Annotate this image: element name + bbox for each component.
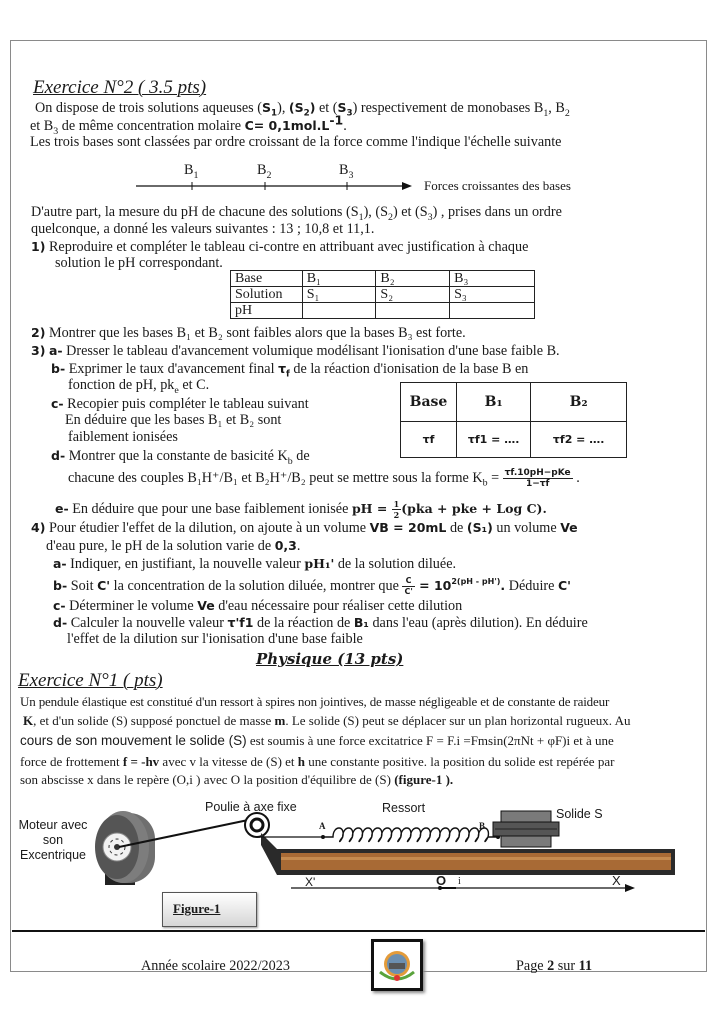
table-cell: τf xyxy=(401,422,457,458)
table-cell xyxy=(302,303,376,319)
exercise-2-title: Exercice N°2 ( 3.5 pts) xyxy=(33,77,207,98)
table-cell: τf1 = …. xyxy=(456,422,530,458)
x-axis-arrowhead xyxy=(625,884,635,892)
question-3d-line-2: chacune des couples B₁H⁺/B₁ et B₂H⁺/B₂ peut se mettre sous la forme $K_b$ = $\frac{\text{τf.10pH−pKe}}{1-\tau f}$ . xyxy=(68,468,580,489)
axis-right-label: X xyxy=(612,873,621,888)
question-1-line-1: 1) Reproduire et compléter le tableau ci-contre en attribuant avec justification à chaque xyxy=(31,239,529,255)
question-4b: b- Soit C' la concentration de la solution diluée, montrer que $\frac{C}{C'}$ = $10^{2(pH - pH')}$. Déduire C' xyxy=(53,576,571,596)
table-cell: S₁ xyxy=(302,287,376,303)
motor-icon xyxy=(95,811,155,885)
pulley-label: Poulie à axe fixe xyxy=(205,800,297,814)
scale-axis-label: Forces croissantes des bases xyxy=(424,178,571,193)
table-cell-header: B₂ xyxy=(531,383,627,422)
spring-label: Ressort xyxy=(382,801,426,815)
question-4c: c- Déterminer le volume Ve d'eau nécessaire pour réaliser cette dilution xyxy=(53,598,463,614)
ph-paragraph-line-2: quelconque, a donné les valeurs suivantes : 13 ; 10,8 et 11,1. xyxy=(31,221,375,237)
intro-line-2: et $B_3$ de même concentration molaire $C= 0,1mol.L^{-1}$. xyxy=(30,112,347,137)
axis-unit-label: i xyxy=(458,876,461,887)
table-cell-header: Base xyxy=(231,271,303,287)
exercise-1-title: Exercice N°1 ( pts) xyxy=(18,670,163,691)
axis-left-label: X' xyxy=(305,875,316,889)
question-4a: a- Indiquer, en justifiant, la nouvelle valeur pH₁' de la solution diluée. xyxy=(53,556,457,572)
axis-origin-label: O xyxy=(436,873,447,888)
question-3d-line-1: d- Montrer que la constante de basicité $K_b$ de xyxy=(51,448,310,467)
motor-label: Moteur avec son Excentrique xyxy=(18,818,88,862)
spring-icon xyxy=(325,828,498,842)
school-logo xyxy=(371,939,423,991)
question-3e: e- En déduire que pour une base faiblement ionisée pH = $\frac{1}{2}$ (pka + pke + Log C). xyxy=(55,499,547,520)
point-b-label: B xyxy=(479,821,486,831)
intro-line-1: On dispose de trois solutions aqueuses $(S_1)$, $(S_2)$ et $(S_3)$ respectivement de monobases $B_1$, $B_2$ xyxy=(35,100,570,119)
table-row xyxy=(401,383,627,422)
force-scale-axis xyxy=(130,160,420,196)
school-logo-icon xyxy=(374,942,420,988)
ph-table xyxy=(230,270,535,319)
figure-caption: Figure-1 xyxy=(173,901,221,916)
table-cell: S₂ xyxy=(376,287,450,303)
physique-paragraph-line-1: Un pendule élastique est constitué d'un ressort à spires non jointives, de masse négligeable et de constante de raideur xyxy=(20,694,610,709)
table-cell: τf2 = …. xyxy=(531,422,627,458)
solid-label: Solide S xyxy=(556,807,603,821)
table-row xyxy=(231,303,535,319)
physique-section-title: Physique (13 pts) xyxy=(256,650,404,668)
table-row xyxy=(401,422,627,458)
footer-divider xyxy=(12,930,705,932)
question-3a: 3) a- Dresser le tableau d'avancement volumique modélisant l'ionisation d'une base faible B. xyxy=(31,343,560,359)
question-4-line-2: d'eau pure, le pH de la solution varie de 0,3. xyxy=(46,538,301,554)
question-2: 2) Montrer que les bases B₁ et B₂ sont faibles alors que la bases B₃ est forte. xyxy=(31,325,466,341)
kb-formula: $\frac{\text{τf.10pH−pKe}}{1-\tau f}$ xyxy=(504,468,571,489)
table-cell-header: Base xyxy=(401,383,457,422)
wooden-plane xyxy=(281,853,671,870)
point-a xyxy=(321,835,325,839)
question-1-line-2: solution le pH correspondant. xyxy=(55,255,223,271)
table-cell: B₃ xyxy=(450,271,535,287)
table-cell-header: pH xyxy=(231,303,303,319)
question-3b-line-1: b- Exprimer le taux d'avancement final $\tau_f$ de la réaction d'ionisation de la base B en xyxy=(51,361,529,380)
table-cell: B₂ xyxy=(376,271,450,287)
table-cell-header: B₁ xyxy=(456,383,530,422)
question-3c-line-2: En déduire que les bases B₁ et B₂ sont xyxy=(65,412,282,428)
scale-label-b2: $B_2$ xyxy=(257,162,272,181)
table-cell xyxy=(376,303,450,319)
question-3b-line-2: fonction de pH, $pk_e$ et C. xyxy=(68,377,210,396)
physique-paragraph-line-5: son abscisse x dans le repère (O,i ) avec O la position d'équilibre de (S) (figure-1 ). xyxy=(20,772,454,787)
question-4d-line-2: l'effet de la dilution sur l'ionisation d'une base faible xyxy=(67,631,363,647)
table-cell-header: Solution xyxy=(231,287,303,303)
point-a-label: A xyxy=(319,821,326,831)
table-row xyxy=(231,271,535,287)
scale-arrowhead xyxy=(402,182,412,190)
ionisation-rate-table xyxy=(400,382,627,458)
table-cell: S₃ xyxy=(450,287,535,303)
physique-paragraph-line-3: cours de son mouvement le solide (S) est soumis à une force excitatrice F = F.i =Fmsin(2πNt + φF)i et à une xyxy=(20,733,614,748)
physique-paragraph-line-4: force de frottement f = -hv avec v la vitesse de (S) et h une constante positive. la position du solide est repérée par xyxy=(20,754,615,769)
question-3c-line-1: c- Recopier puis compléter le tableau suivant xyxy=(51,396,309,412)
ph-paragraph-line-1: D'autre part, la mesure du pH de chacune des solutions $(S_1)$, $(S_2)$ et $(S_3)$ , prises dans un ordre xyxy=(31,204,562,223)
question-3c-line-3: faiblement ionisées xyxy=(68,429,178,445)
question-4-line-1: 4) Pour étudier l'effet de la dilution, on ajoute à un volume VB = 20mL de (S₁) un volume Ve xyxy=(31,520,578,536)
scale-label-b3: $B_3$ xyxy=(339,162,354,181)
physique-paragraph-line-2: K, et d'un solide (S) supposé ponctuel de masse m. Le solide (S) peut se déplacer sur un plan horizontal rugueux. Au xyxy=(23,713,631,728)
school-year: Année scolaire 2022/2023 xyxy=(141,958,290,974)
page-number: Page 2 sur 11 xyxy=(516,958,593,974)
figure-caption-box xyxy=(162,892,257,927)
intro-line-3: Les trois bases sont classées par ordre croissant de la force comme l'indique l'échelle suivante xyxy=(30,134,562,150)
scale-label-b1: $B_1$ xyxy=(184,162,199,181)
table-cell xyxy=(450,303,535,319)
table-row xyxy=(231,287,535,303)
pulley-icon xyxy=(245,813,269,837)
solid-block-icon xyxy=(493,811,559,847)
question-4d-line-1: d- Calculer la nouvelle valeur τ'f1 de la réaction de B₁ dans l'eau (après dilution). En déduire xyxy=(53,615,588,631)
table-cell: B₁ xyxy=(302,271,376,287)
